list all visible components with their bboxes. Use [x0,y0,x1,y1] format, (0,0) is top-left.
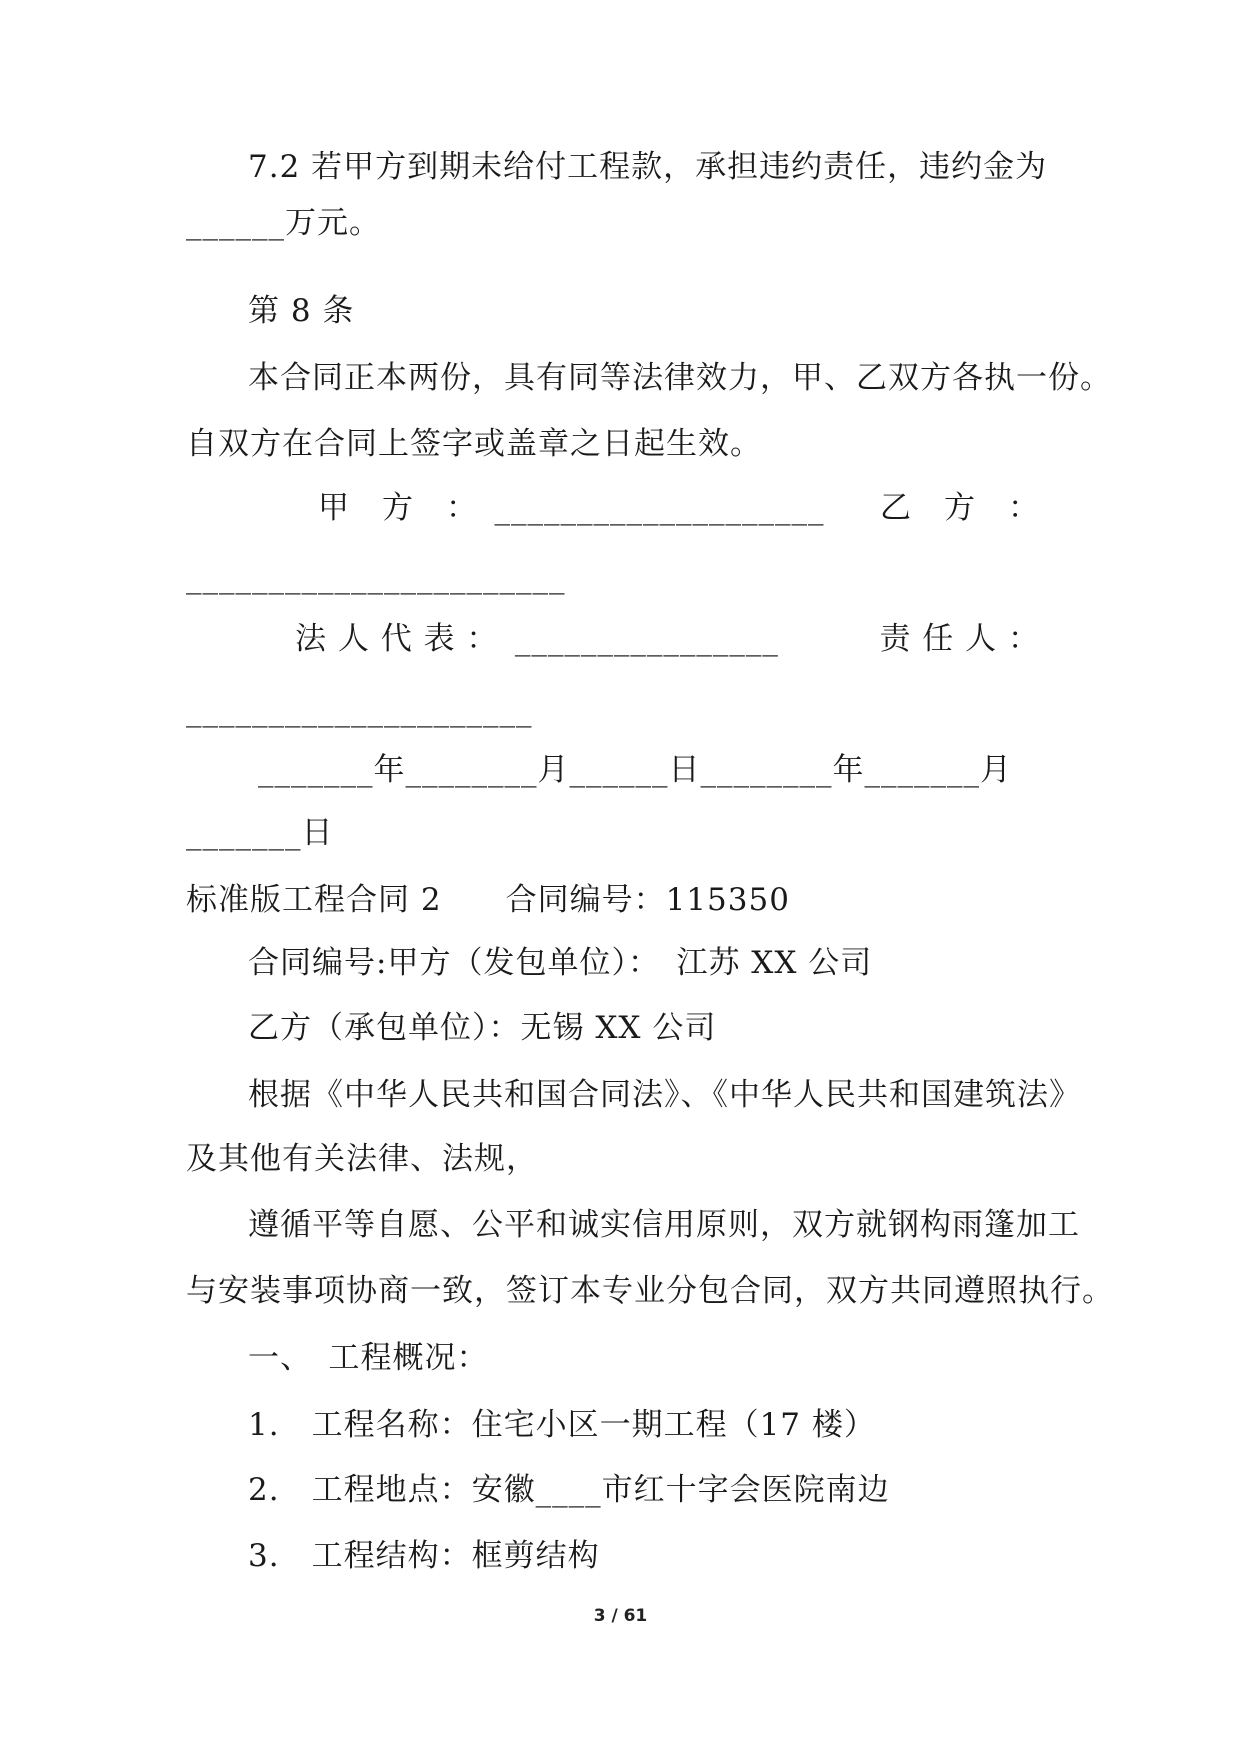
date-line2: _______日 [186,815,334,851]
clause-7-2-line1: 7.2 若甲方到期未给付工程款，承担违约责任，违约金为 [248,149,1048,185]
principle-line1: 遵循平等自愿、公平和诚实信用原则，双方就钢构雨篷加工 [248,1207,1080,1243]
basis-line1: 根据《中华人民共和国合同法》、《中华人民共和国建筑法》 [248,1077,1081,1113]
responsible-person-blank: _____________________ [186,692,533,728]
project-name-item: 1. 工程名称：住宅小区一期工程（17 楼） [248,1407,876,1443]
article-8-heading: 第 8 条 [248,293,355,329]
article-8-line1: 本合同正本两份，具有同等法律效力，甲、乙双方各执一份。 [248,360,1112,396]
responsible-person-label: 责 任 人 ： [879,621,1040,657]
project-location-item: 2. 工程地点：安徽____市红十字会医院南边 [248,1472,890,1508]
contract-title: 标准版工程合同 2 合同编号：115350 [186,882,790,918]
party-b-line: 乙方（承包单位）：无锡 XX 公司 [248,1010,717,1046]
legal-rep-label: 法 人 代 表 ： ________________ [295,621,779,657]
project-structure-item: 3. 工程结构：框剪结构 [248,1538,600,1574]
party-b-sign-label: 乙 方 ： [880,490,1040,526]
party-a-line: 合同编号:甲方（发包单位）： 江苏 XX 公司 [248,945,873,981]
party-a-sign-label: 甲 方 ： ____________________ [318,490,825,526]
article-8-line2: 自双方在合同上签字或盖章之日起生效。 [186,426,762,462]
basis-line2: 及其他有关法律、法规， [186,1141,538,1177]
page-number: 3 / 61 [593,1606,648,1626]
principle-line2: 与安装事项协商一致，签订本专业分包合同，双方共同遵照执行。 [186,1273,1114,1309]
date-line1: _______年________月______日________年_______月 [258,752,1012,788]
clause-7-2-line2: ______万元。 [186,205,381,241]
party-sign-row [318,488,1040,528]
section-1-heading: 一、 工程概况： [248,1340,489,1376]
party-b-sign-blank: _______________________ [186,559,566,595]
rep-sign-row [295,619,1040,659]
